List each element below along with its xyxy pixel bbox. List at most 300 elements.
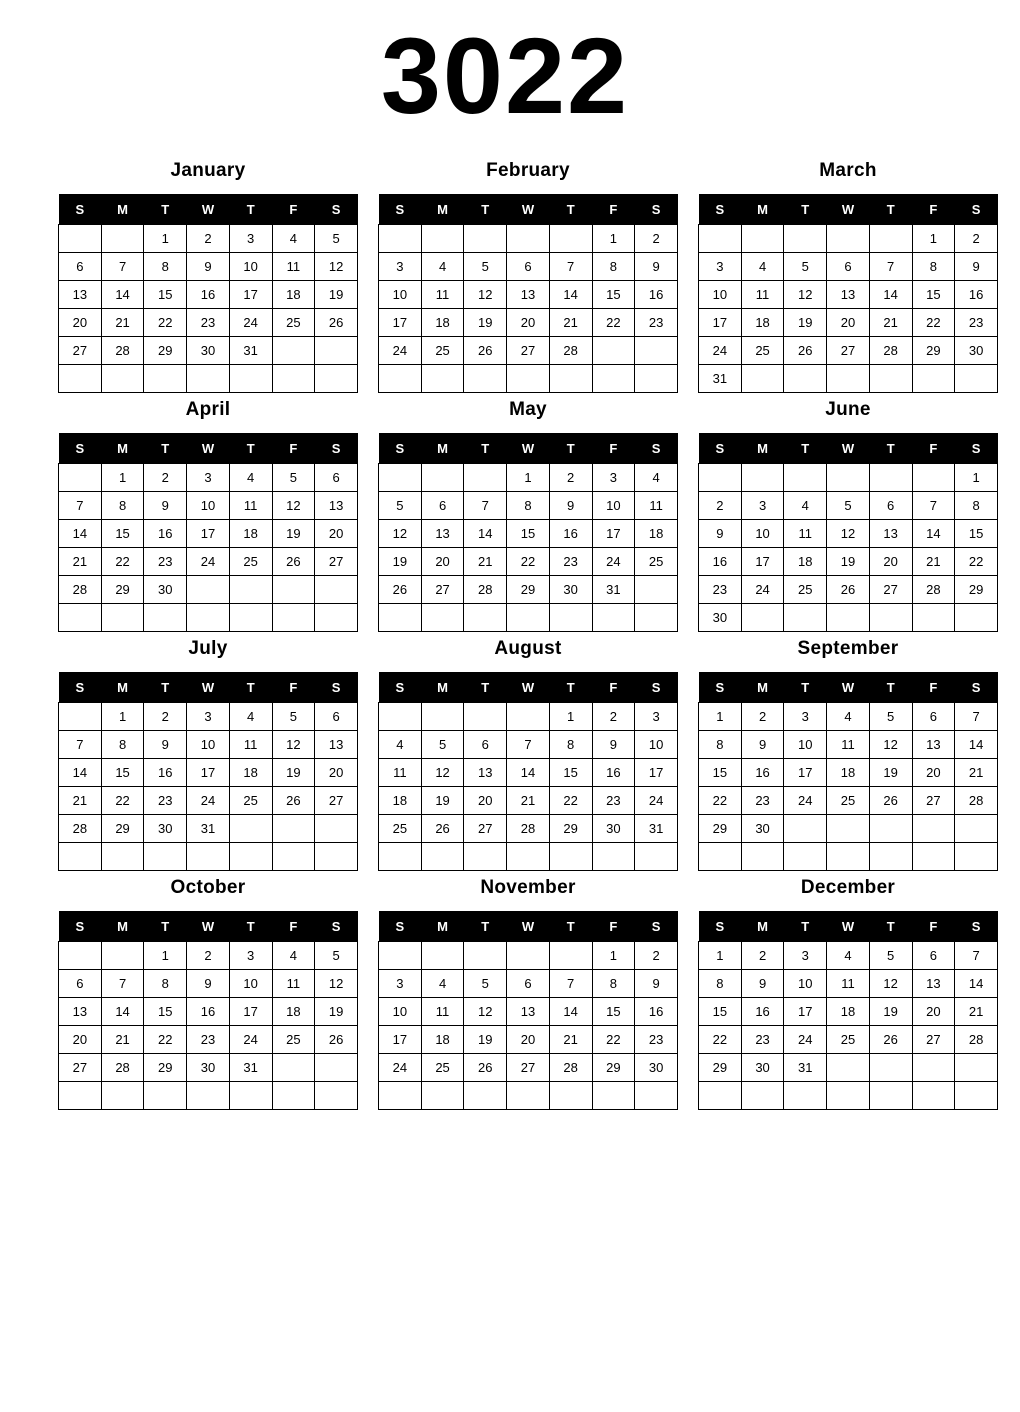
day-cell[interactable]: 21 — [955, 998, 998, 1026]
day-cell[interactable]: 25 — [827, 787, 870, 815]
day-cell[interactable]: 6 — [315, 464, 358, 492]
day-cell[interactable]: 20 — [315, 759, 358, 787]
day-cell[interactable]: 30 — [144, 815, 187, 843]
day-cell[interactable]: 7 — [464, 492, 507, 520]
day-cell[interactable]: 9 — [144, 492, 187, 520]
day-cell[interactable]: 28 — [955, 787, 998, 815]
day-cell[interactable]: 22 — [912, 309, 955, 337]
day-cell[interactable]: 2 — [635, 942, 678, 970]
day-cell[interactable]: 16 — [955, 281, 998, 309]
day-cell[interactable]: 20 — [464, 787, 507, 815]
day-cell[interactable]: 23 — [187, 1026, 230, 1054]
day-cell[interactable]: 27 — [59, 1054, 102, 1082]
day-cell[interactable]: 23 — [144, 548, 187, 576]
day-cell[interactable]: 21 — [59, 548, 102, 576]
day-cell[interactable]: 6 — [59, 970, 102, 998]
day-cell[interactable]: 22 — [101, 787, 144, 815]
day-cell[interactable]: 3 — [784, 703, 827, 731]
day-cell[interactable]: 18 — [784, 548, 827, 576]
day-cell[interactable]: 29 — [144, 1054, 187, 1082]
day-cell[interactable]: 23 — [635, 309, 678, 337]
day-cell[interactable]: 16 — [144, 759, 187, 787]
day-cell[interactable]: 19 — [272, 759, 315, 787]
day-cell[interactable]: 8 — [592, 970, 635, 998]
day-cell[interactable]: 1 — [507, 464, 550, 492]
day-cell[interactable]: 4 — [272, 225, 315, 253]
day-cell[interactable]: 10 — [379, 998, 422, 1026]
day-cell[interactable]: 12 — [315, 970, 358, 998]
day-cell[interactable]: 9 — [635, 970, 678, 998]
day-cell[interactable]: 17 — [699, 309, 742, 337]
day-cell[interactable]: 27 — [912, 787, 955, 815]
day-cell[interactable]: 18 — [379, 787, 422, 815]
day-cell[interactable]: 10 — [229, 253, 272, 281]
day-cell[interactable]: 14 — [955, 970, 998, 998]
day-cell[interactable]: 3 — [592, 464, 635, 492]
day-cell[interactable]: 20 — [507, 1026, 550, 1054]
day-cell[interactable]: 14 — [59, 520, 102, 548]
day-cell[interactable]: 15 — [549, 759, 592, 787]
day-cell[interactable]: 3 — [635, 703, 678, 731]
day-cell[interactable]: 24 — [592, 548, 635, 576]
day-cell[interactable]: 21 — [549, 309, 592, 337]
day-cell[interactable]: 8 — [549, 731, 592, 759]
day-cell[interactable]: 1 — [592, 225, 635, 253]
day-cell[interactable]: 17 — [229, 281, 272, 309]
day-cell[interactable]: 13 — [507, 998, 550, 1026]
day-cell[interactable]: 24 — [187, 787, 230, 815]
day-cell[interactable]: 3 — [379, 970, 422, 998]
day-cell[interactable]: 29 — [144, 337, 187, 365]
day-cell[interactable]: 26 — [869, 1026, 912, 1054]
day-cell[interactable]: 18 — [229, 520, 272, 548]
day-cell[interactable]: 27 — [912, 1026, 955, 1054]
day-cell[interactable]: 6 — [59, 253, 102, 281]
day-cell[interactable]: 8 — [144, 970, 187, 998]
day-cell[interactable]: 25 — [272, 1026, 315, 1054]
day-cell[interactable]: 6 — [912, 703, 955, 731]
day-cell[interactable]: 1 — [699, 703, 742, 731]
day-cell[interactable]: 25 — [272, 309, 315, 337]
day-cell[interactable]: 22 — [699, 787, 742, 815]
day-cell[interactable]: 6 — [507, 970, 550, 998]
day-cell[interactable]: 15 — [144, 281, 187, 309]
day-cell[interactable]: 22 — [507, 548, 550, 576]
day-cell[interactable]: 15 — [592, 281, 635, 309]
day-cell[interactable]: 19 — [421, 787, 464, 815]
day-cell[interactable]: 14 — [464, 520, 507, 548]
day-cell[interactable]: 15 — [699, 998, 742, 1026]
day-cell[interactable]: 30 — [187, 1054, 230, 1082]
day-cell[interactable]: 11 — [827, 970, 870, 998]
day-cell[interactable]: 4 — [635, 464, 678, 492]
day-cell[interactable]: 2 — [699, 492, 742, 520]
day-cell[interactable]: 14 — [869, 281, 912, 309]
day-cell[interactable]: 5 — [315, 225, 358, 253]
day-cell[interactable]: 14 — [101, 998, 144, 1026]
day-cell[interactable]: 1 — [549, 703, 592, 731]
day-cell[interactable]: 17 — [635, 759, 678, 787]
day-cell[interactable]: 26 — [379, 576, 422, 604]
day-cell[interactable]: 24 — [187, 548, 230, 576]
day-cell[interactable]: 2 — [144, 703, 187, 731]
day-cell[interactable]: 15 — [144, 998, 187, 1026]
day-cell[interactable]: 21 — [869, 309, 912, 337]
day-cell[interactable]: 6 — [869, 492, 912, 520]
day-cell[interactable]: 16 — [741, 759, 784, 787]
day-cell[interactable]: 16 — [144, 520, 187, 548]
day-cell[interactable]: 22 — [592, 1026, 635, 1054]
day-cell[interactable]: 2 — [741, 942, 784, 970]
day-cell[interactable]: 8 — [592, 253, 635, 281]
day-cell[interactable]: 15 — [955, 520, 998, 548]
day-cell[interactable]: 29 — [955, 576, 998, 604]
day-cell[interactable]: 17 — [187, 759, 230, 787]
day-cell[interactable]: 1 — [144, 942, 187, 970]
day-cell[interactable]: 18 — [421, 1026, 464, 1054]
day-cell[interactable]: 11 — [272, 253, 315, 281]
day-cell[interactable]: 14 — [101, 281, 144, 309]
day-cell[interactable]: 18 — [272, 281, 315, 309]
day-cell[interactable]: 17 — [229, 998, 272, 1026]
day-cell[interactable]: 31 — [229, 337, 272, 365]
day-cell[interactable]: 10 — [187, 492, 230, 520]
day-cell[interactable]: 13 — [59, 998, 102, 1026]
day-cell[interactable]: 13 — [869, 520, 912, 548]
day-cell[interactable]: 3 — [784, 942, 827, 970]
day-cell[interactable]: 28 — [464, 576, 507, 604]
day-cell[interactable]: 25 — [379, 815, 422, 843]
day-cell[interactable]: 29 — [699, 1054, 742, 1082]
day-cell[interactable]: 26 — [272, 787, 315, 815]
day-cell[interactable]: 2 — [592, 703, 635, 731]
day-cell[interactable]: 17 — [784, 759, 827, 787]
day-cell[interactable]: 28 — [101, 337, 144, 365]
day-cell[interactable]: 23 — [187, 309, 230, 337]
day-cell[interactable]: 4 — [229, 703, 272, 731]
day-cell[interactable]: 7 — [549, 970, 592, 998]
day-cell[interactable]: 29 — [507, 576, 550, 604]
day-cell[interactable]: 10 — [379, 281, 422, 309]
day-cell[interactable]: 20 — [421, 548, 464, 576]
day-cell[interactable]: 21 — [59, 787, 102, 815]
day-cell[interactable]: 8 — [699, 731, 742, 759]
day-cell[interactable]: 1 — [592, 942, 635, 970]
day-cell[interactable]: 20 — [827, 309, 870, 337]
day-cell[interactable]: 28 — [101, 1054, 144, 1082]
day-cell[interactable]: 10 — [229, 970, 272, 998]
day-cell[interactable]: 6 — [507, 253, 550, 281]
day-cell[interactable]: 12 — [315, 253, 358, 281]
day-cell[interactable]: 16 — [549, 520, 592, 548]
day-cell[interactable]: 20 — [912, 998, 955, 1026]
day-cell[interactable]: 7 — [59, 731, 102, 759]
day-cell[interactable]: 25 — [741, 337, 784, 365]
day-cell[interactable]: 2 — [187, 942, 230, 970]
day-cell[interactable]: 11 — [379, 759, 422, 787]
day-cell[interactable]: 28 — [912, 576, 955, 604]
day-cell[interactable]: 20 — [59, 309, 102, 337]
day-cell[interactable]: 11 — [635, 492, 678, 520]
day-cell[interactable]: 16 — [635, 998, 678, 1026]
day-cell[interactable]: 21 — [955, 759, 998, 787]
day-cell[interactable]: 3 — [699, 253, 742, 281]
day-cell[interactable]: 16 — [635, 281, 678, 309]
day-cell[interactable]: 5 — [272, 703, 315, 731]
day-cell[interactable]: 7 — [549, 253, 592, 281]
day-cell[interactable]: 10 — [784, 970, 827, 998]
day-cell[interactable]: 16 — [741, 998, 784, 1026]
day-cell[interactable]: 11 — [229, 492, 272, 520]
day-cell[interactable]: 2 — [187, 225, 230, 253]
day-cell[interactable]: 22 — [549, 787, 592, 815]
day-cell[interactable]: 31 — [229, 1054, 272, 1082]
day-cell[interactable]: 12 — [272, 731, 315, 759]
day-cell[interactable]: 1 — [101, 703, 144, 731]
day-cell[interactable]: 12 — [464, 998, 507, 1026]
day-cell[interactable]: 13 — [315, 731, 358, 759]
day-cell[interactable]: 30 — [741, 815, 784, 843]
day-cell[interactable]: 23 — [592, 787, 635, 815]
day-cell[interactable]: 18 — [272, 998, 315, 1026]
day-cell[interactable]: 5 — [784, 253, 827, 281]
day-cell[interactable]: 23 — [635, 1026, 678, 1054]
day-cell[interactable]: 24 — [741, 576, 784, 604]
day-cell[interactable]: 7 — [101, 970, 144, 998]
day-cell[interactable]: 17 — [741, 548, 784, 576]
day-cell[interactable]: 27 — [59, 337, 102, 365]
day-cell[interactable]: 6 — [464, 731, 507, 759]
day-cell[interactable]: 27 — [869, 576, 912, 604]
day-cell[interactable]: 21 — [464, 548, 507, 576]
day-cell[interactable]: 27 — [507, 337, 550, 365]
day-cell[interactable]: 23 — [699, 576, 742, 604]
day-cell[interactable]: 17 — [784, 998, 827, 1026]
day-cell[interactable]: 8 — [101, 731, 144, 759]
day-cell[interactable]: 11 — [784, 520, 827, 548]
day-cell[interactable]: 3 — [187, 464, 230, 492]
day-cell[interactable]: 30 — [699, 604, 742, 632]
day-cell[interactable]: 24 — [229, 1026, 272, 1054]
day-cell[interactable]: 5 — [315, 942, 358, 970]
day-cell[interactable]: 24 — [699, 337, 742, 365]
day-cell[interactable]: 16 — [187, 998, 230, 1026]
day-cell[interactable]: 24 — [379, 1054, 422, 1082]
day-cell[interactable]: 18 — [741, 309, 784, 337]
day-cell[interactable]: 26 — [784, 337, 827, 365]
day-cell[interactable]: 27 — [315, 787, 358, 815]
day-cell[interactable]: 6 — [912, 942, 955, 970]
day-cell[interactable]: 4 — [421, 970, 464, 998]
day-cell[interactable]: 4 — [272, 942, 315, 970]
day-cell[interactable]: 15 — [101, 759, 144, 787]
day-cell[interactable]: 29 — [699, 815, 742, 843]
day-cell[interactable]: 31 — [699, 365, 742, 393]
day-cell[interactable]: 29 — [101, 576, 144, 604]
day-cell[interactable]: 26 — [272, 548, 315, 576]
day-cell[interactable]: 19 — [379, 548, 422, 576]
day-cell[interactable]: 14 — [955, 731, 998, 759]
day-cell[interactable]: 26 — [827, 576, 870, 604]
day-cell[interactable]: 8 — [144, 253, 187, 281]
day-cell[interactable]: 17 — [379, 309, 422, 337]
day-cell[interactable]: 9 — [549, 492, 592, 520]
day-cell[interactable]: 9 — [187, 970, 230, 998]
day-cell[interactable]: 28 — [869, 337, 912, 365]
day-cell[interactable]: 12 — [464, 281, 507, 309]
day-cell[interactable]: 11 — [272, 970, 315, 998]
day-cell[interactable]: 8 — [101, 492, 144, 520]
day-cell[interactable]: 20 — [315, 520, 358, 548]
day-cell[interactable]: 6 — [827, 253, 870, 281]
day-cell[interactable]: 28 — [549, 1054, 592, 1082]
day-cell[interactable]: 13 — [464, 759, 507, 787]
day-cell[interactable]: 19 — [272, 520, 315, 548]
day-cell[interactable]: 9 — [635, 253, 678, 281]
day-cell[interactable]: 25 — [635, 548, 678, 576]
day-cell[interactable]: 4 — [827, 703, 870, 731]
day-cell[interactable]: 22 — [592, 309, 635, 337]
day-cell[interactable]: 2 — [549, 464, 592, 492]
day-cell[interactable]: 23 — [144, 787, 187, 815]
day-cell[interactable]: 26 — [464, 1054, 507, 1082]
day-cell[interactable]: 3 — [229, 942, 272, 970]
day-cell[interactable]: 11 — [741, 281, 784, 309]
day-cell[interactable]: 26 — [315, 1026, 358, 1054]
day-cell[interactable]: 29 — [549, 815, 592, 843]
day-cell[interactable]: 19 — [869, 759, 912, 787]
day-cell[interactable]: 27 — [507, 1054, 550, 1082]
day-cell[interactable]: 24 — [635, 787, 678, 815]
day-cell[interactable]: 22 — [144, 309, 187, 337]
day-cell[interactable]: 30 — [187, 337, 230, 365]
day-cell[interactable]: 14 — [912, 520, 955, 548]
day-cell[interactable]: 5 — [464, 253, 507, 281]
day-cell[interactable]: 20 — [507, 309, 550, 337]
day-cell[interactable]: 18 — [229, 759, 272, 787]
day-cell[interactable]: 14 — [507, 759, 550, 787]
day-cell[interactable]: 25 — [827, 1026, 870, 1054]
day-cell[interactable]: 28 — [955, 1026, 998, 1054]
day-cell[interactable]: 22 — [144, 1026, 187, 1054]
day-cell[interactable]: 25 — [784, 576, 827, 604]
day-cell[interactable]: 28 — [507, 815, 550, 843]
day-cell[interactable]: 25 — [421, 1054, 464, 1082]
day-cell[interactable]: 31 — [187, 815, 230, 843]
day-cell[interactable]: 4 — [229, 464, 272, 492]
day-cell[interactable]: 1 — [144, 225, 187, 253]
day-cell[interactable]: 21 — [507, 787, 550, 815]
day-cell[interactable]: 9 — [699, 520, 742, 548]
day-cell[interactable]: 27 — [421, 576, 464, 604]
day-cell[interactable]: 11 — [827, 731, 870, 759]
day-cell[interactable]: 9 — [741, 731, 784, 759]
day-cell[interactable]: 9 — [592, 731, 635, 759]
day-cell[interactable]: 5 — [272, 464, 315, 492]
day-cell[interactable]: 2 — [955, 225, 998, 253]
day-cell[interactable]: 26 — [421, 815, 464, 843]
day-cell[interactable]: 19 — [464, 1026, 507, 1054]
day-cell[interactable]: 26 — [464, 337, 507, 365]
day-cell[interactable]: 27 — [464, 815, 507, 843]
day-cell[interactable]: 22 — [699, 1026, 742, 1054]
day-cell[interactable]: 17 — [379, 1026, 422, 1054]
day-cell[interactable]: 8 — [912, 253, 955, 281]
day-cell[interactable]: 28 — [59, 815, 102, 843]
day-cell[interactable]: 9 — [741, 970, 784, 998]
day-cell[interactable]: 11 — [421, 998, 464, 1026]
day-cell[interactable]: 1 — [699, 942, 742, 970]
day-cell[interactable]: 25 — [421, 337, 464, 365]
day-cell[interactable]: 14 — [549, 281, 592, 309]
day-cell[interactable]: 10 — [741, 520, 784, 548]
day-cell[interactable]: 3 — [379, 253, 422, 281]
day-cell[interactable]: 30 — [955, 337, 998, 365]
day-cell[interactable]: 15 — [592, 998, 635, 1026]
day-cell[interactable]: 18 — [827, 998, 870, 1026]
day-cell[interactable]: 17 — [592, 520, 635, 548]
day-cell[interactable]: 7 — [912, 492, 955, 520]
day-cell[interactable]: 20 — [912, 759, 955, 787]
day-cell[interactable]: 12 — [379, 520, 422, 548]
day-cell[interactable]: 8 — [507, 492, 550, 520]
day-cell[interactable]: 5 — [869, 703, 912, 731]
day-cell[interactable]: 29 — [101, 815, 144, 843]
day-cell[interactable]: 24 — [784, 787, 827, 815]
day-cell[interactable]: 26 — [869, 787, 912, 815]
day-cell[interactable]: 19 — [784, 309, 827, 337]
day-cell[interactable]: 5 — [827, 492, 870, 520]
day-cell[interactable]: 12 — [272, 492, 315, 520]
day-cell[interactable]: 5 — [869, 942, 912, 970]
day-cell[interactable]: 23 — [549, 548, 592, 576]
day-cell[interactable]: 23 — [741, 787, 784, 815]
day-cell[interactable]: 12 — [827, 520, 870, 548]
day-cell[interactable]: 4 — [741, 253, 784, 281]
day-cell[interactable]: 17 — [187, 520, 230, 548]
day-cell[interactable]: 5 — [379, 492, 422, 520]
day-cell[interactable]: 10 — [784, 731, 827, 759]
day-cell[interactable]: 19 — [315, 281, 358, 309]
day-cell[interactable]: 13 — [912, 970, 955, 998]
day-cell[interactable]: 12 — [421, 759, 464, 787]
day-cell[interactable]: 6 — [315, 703, 358, 731]
day-cell[interactable]: 12 — [869, 731, 912, 759]
day-cell[interactable]: 1 — [101, 464, 144, 492]
day-cell[interactable]: 16 — [699, 548, 742, 576]
day-cell[interactable]: 15 — [912, 281, 955, 309]
day-cell[interactable]: 30 — [549, 576, 592, 604]
day-cell[interactable]: 25 — [229, 787, 272, 815]
day-cell[interactable]: 14 — [549, 998, 592, 1026]
day-cell[interactable]: 9 — [955, 253, 998, 281]
day-cell[interactable]: 13 — [315, 492, 358, 520]
day-cell[interactable]: 13 — [827, 281, 870, 309]
day-cell[interactable]: 31 — [784, 1054, 827, 1082]
day-cell[interactable]: 14 — [59, 759, 102, 787]
day-cell[interactable]: 5 — [464, 970, 507, 998]
day-cell[interactable]: 15 — [507, 520, 550, 548]
day-cell[interactable]: 30 — [144, 576, 187, 604]
day-cell[interactable]: 23 — [955, 309, 998, 337]
day-cell[interactable]: 31 — [635, 815, 678, 843]
day-cell[interactable]: 8 — [955, 492, 998, 520]
day-cell[interactable]: 18 — [827, 759, 870, 787]
day-cell[interactable]: 23 — [741, 1026, 784, 1054]
day-cell[interactable]: 15 — [101, 520, 144, 548]
day-cell[interactable]: 13 — [507, 281, 550, 309]
day-cell[interactable]: 7 — [869, 253, 912, 281]
